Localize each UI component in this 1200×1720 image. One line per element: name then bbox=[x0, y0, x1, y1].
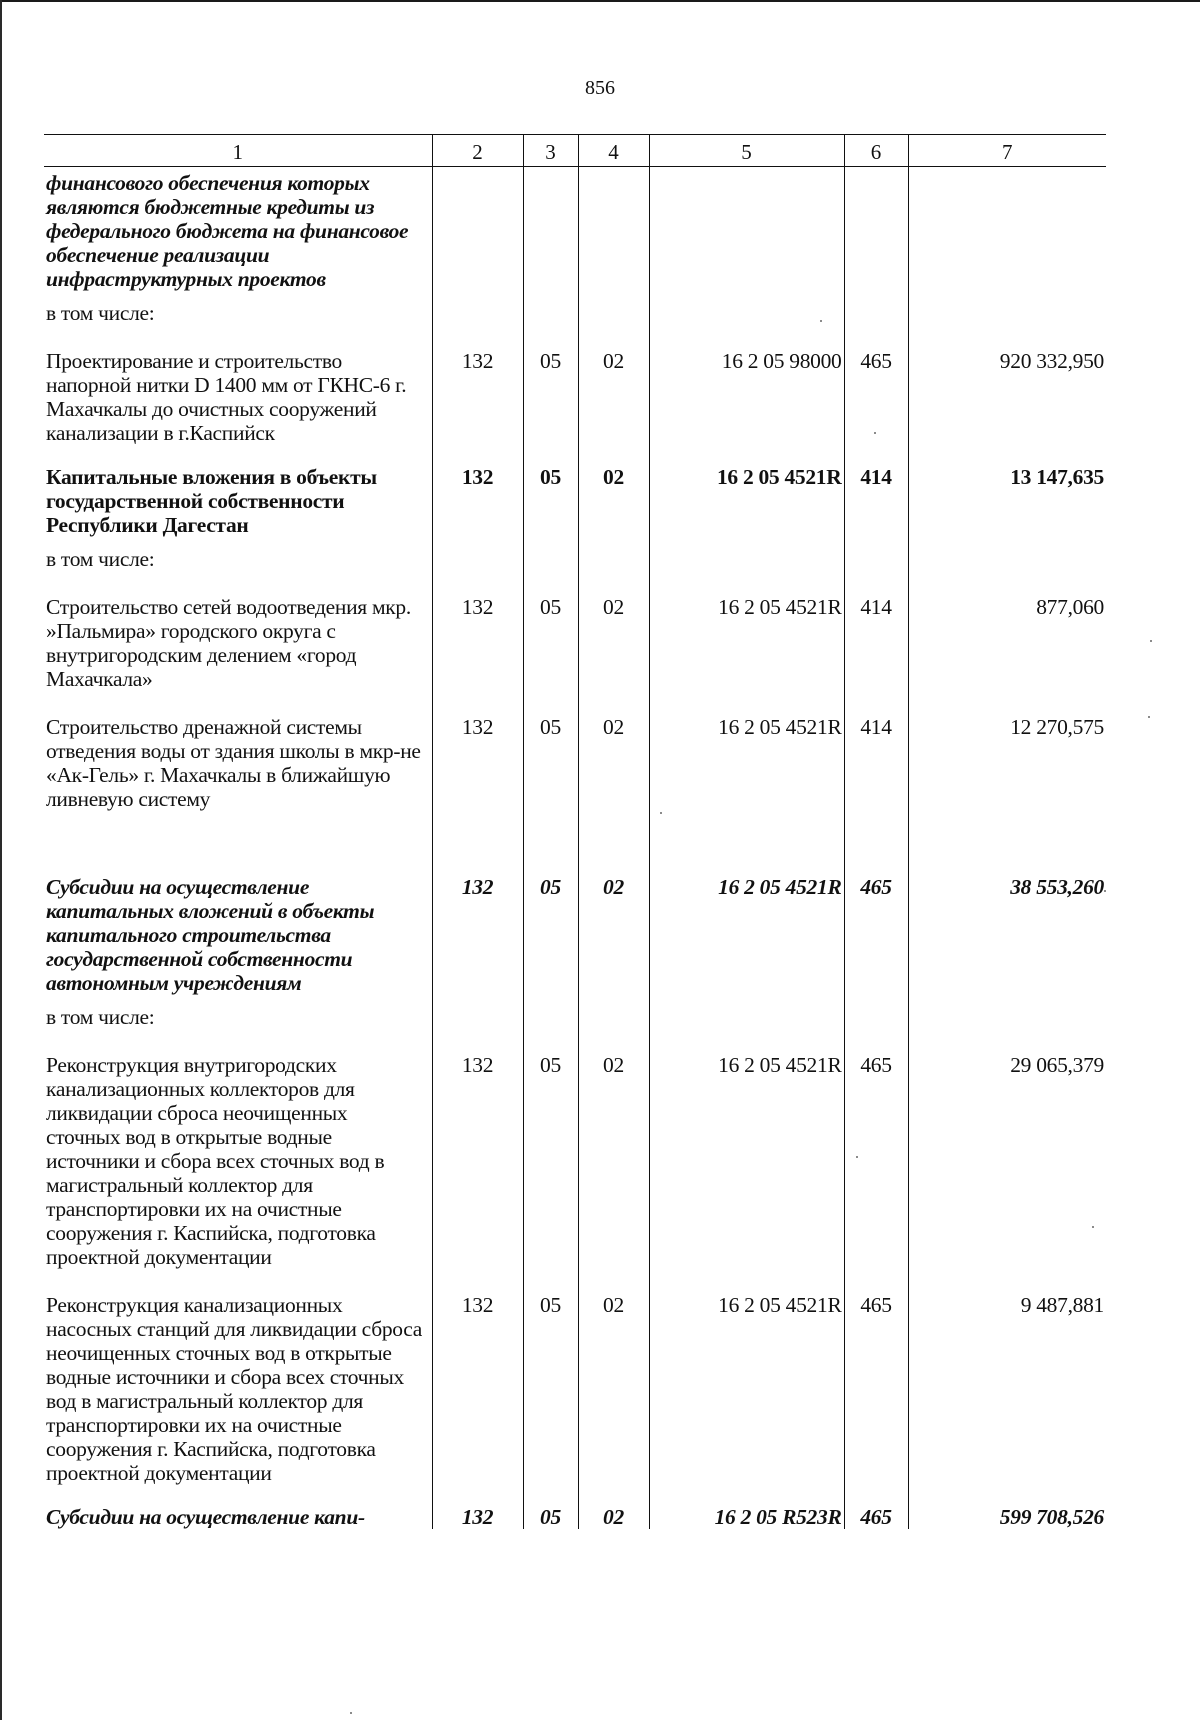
cell-amount: 13 147,635 bbox=[908, 455, 1106, 537]
cell-section: 05 bbox=[523, 1495, 578, 1529]
cell-amount: 9 487,881 bbox=[908, 1279, 1106, 1495]
col-header-3: 3 bbox=[523, 135, 578, 167]
cell-section: 05 bbox=[523, 455, 578, 537]
cell-subsection: 02 bbox=[578, 1279, 649, 1495]
scan-speck bbox=[874, 432, 876, 434]
table-row bbox=[44, 1495, 1106, 1529]
cell-amount: 599 708,526 bbox=[908, 1495, 1106, 1529]
cell-expense-type: 465 bbox=[844, 1279, 908, 1495]
spacer-row bbox=[44, 821, 1106, 865]
col-header-2: 2 bbox=[432, 135, 523, 167]
cell-section bbox=[523, 291, 578, 335]
row-label: в том числе: bbox=[46, 547, 155, 571]
cell-target-code: 16 2 05 98000 bbox=[649, 335, 844, 455]
cell-amount: 877,060 bbox=[908, 581, 1106, 701]
scan-speck bbox=[856, 1156, 858, 1158]
cell-amount bbox=[908, 537, 1106, 581]
row-name: Капитальные вложения в объекты государственной собственности Республики Дагестан bbox=[46, 465, 377, 537]
cell-target-code bbox=[649, 995, 844, 1039]
cell-section bbox=[523, 995, 578, 1039]
cell-section: 05 bbox=[523, 701, 578, 821]
scan-speck bbox=[1092, 1226, 1094, 1228]
table-row bbox=[44, 1039, 1106, 1279]
scan-edge-top bbox=[0, 0, 1200, 2]
scan-speck bbox=[1104, 890, 1106, 892]
cell-subsection: 02 bbox=[578, 865, 649, 995]
cell-target-code: 16 2 05 4521R bbox=[649, 865, 844, 995]
cell-target-code bbox=[649, 537, 844, 581]
col-header-7: 7 bbox=[908, 135, 1106, 167]
table-row bbox=[44, 537, 1106, 581]
page-number: 856 bbox=[585, 77, 615, 99]
cell-ministry: 132 bbox=[432, 1279, 523, 1495]
row-name: Реконструкция канализационных насосных станций для ликвидации сброса неочищенных сточных вод в открытые водные источники и сбора всех сточных вод в магистральный коллектор для транспортировки их на очистные сооружения г. Каспийска, подготовка проектной документации bbox=[46, 1293, 423, 1485]
cell-expense-type: 414 bbox=[844, 701, 908, 821]
cell-amount bbox=[908, 167, 1106, 292]
row-label: в том числе: bbox=[46, 301, 155, 325]
cell-section: 05 bbox=[523, 1279, 578, 1495]
col-header-5: 5 bbox=[649, 135, 844, 167]
cell-section: 05 bbox=[523, 865, 578, 995]
scan-speck bbox=[660, 812, 662, 814]
cell-subsection bbox=[578, 291, 649, 335]
cell-expense-type: 414 bbox=[844, 581, 908, 701]
table-row bbox=[44, 701, 1106, 821]
table-header bbox=[44, 135, 1106, 167]
cell-ministry: 132 bbox=[432, 865, 523, 995]
table-row bbox=[44, 995, 1106, 1039]
cell-expense-type: 414 bbox=[844, 455, 908, 537]
cell-section: 05 bbox=[523, 581, 578, 701]
cell-amount bbox=[908, 291, 1106, 335]
cell-expense-type bbox=[844, 167, 908, 292]
row-label: в том числе: bbox=[46, 1005, 155, 1029]
cell-ministry: 132 bbox=[432, 455, 523, 537]
cell-target-code: 16 2 05 4521R bbox=[649, 1279, 844, 1495]
header-row bbox=[44, 135, 1106, 167]
scan-speck bbox=[820, 320, 822, 322]
cell-subsection: 02 bbox=[578, 581, 649, 701]
cell-ministry: 132 bbox=[432, 581, 523, 701]
cell-expense-type bbox=[844, 537, 908, 581]
row-name: Реконструкция внутригородских канализационных коллекторов для ликвидации сброса неочищенных сточных вод в открытые водные источники и сбора всех сточных вод в магистральный коллектор для транспортировки их на очистные сооружения г. Каспийска, подготовка проектной документации bbox=[46, 1053, 385, 1269]
cell-subsection: 02 bbox=[578, 701, 649, 821]
scan-edge-left bbox=[0, 0, 2, 1720]
row-name: Проектирование и строительство напорной нитки D 1400 мм от ГКНС-6 г. Махачкалы до очистных сооружений канализации в г.Каспийск bbox=[46, 349, 407, 445]
cell-section bbox=[523, 167, 578, 292]
col-header-4: 4 bbox=[578, 135, 649, 167]
table-row bbox=[44, 865, 1106, 995]
cell-expense-type bbox=[844, 291, 908, 335]
cell-ministry: 132 bbox=[432, 1495, 523, 1529]
table-row bbox=[44, 581, 1106, 701]
budget-table bbox=[44, 134, 1106, 1529]
cell-subsection: 02 bbox=[578, 1039, 649, 1279]
cell-ministry: 132 bbox=[432, 335, 523, 455]
cell-ministry bbox=[432, 995, 523, 1039]
cell-subsection: 02 bbox=[578, 1495, 649, 1529]
cell-amount bbox=[908, 995, 1106, 1039]
row-name: Строительство сетей водоотведения мкр. »Пальмира» городского округа с внутригородским делением «город Махачкала» bbox=[46, 595, 411, 691]
cell-target-code: 16 2 05 R523R bbox=[649, 1495, 844, 1529]
cell-subsection bbox=[578, 537, 649, 581]
cell-ministry bbox=[432, 537, 523, 581]
scan-speck bbox=[1148, 716, 1150, 718]
cell-section: 05 bbox=[523, 1039, 578, 1279]
cell-expense-type: 465 bbox=[844, 335, 908, 455]
row-name: Субсидии на осуществление капитальных вложений в объекты капитального строительства государственной собственности автономным учреждениям bbox=[46, 875, 375, 995]
cell-subsection bbox=[578, 167, 649, 292]
cell-subsection bbox=[578, 995, 649, 1039]
table-row bbox=[44, 167, 1106, 292]
cell-target-code: 16 2 05 4521R bbox=[649, 455, 844, 537]
row-name: Строительство дренажной системы отведения воды от здания школы в мкр-не «Ак-Гель» г. Махачкалы в ближайшую ливневую систему bbox=[46, 715, 421, 811]
cell-subsection: 02 bbox=[578, 455, 649, 537]
cell-ministry bbox=[432, 291, 523, 335]
cell-target-code: 16 2 05 4521R bbox=[649, 1039, 844, 1279]
cell-section bbox=[523, 537, 578, 581]
scan-speck bbox=[1150, 640, 1152, 642]
table-row bbox=[44, 1279, 1106, 1495]
cell-amount: 38 553,260 bbox=[908, 865, 1106, 995]
col-header-1: 1 bbox=[44, 135, 432, 167]
table-row bbox=[44, 291, 1106, 335]
table-row bbox=[44, 335, 1106, 455]
cell-expense-type bbox=[844, 995, 908, 1039]
cell-target-code: 16 2 05 4521R bbox=[649, 581, 844, 701]
cell-amount: 920 332,950 bbox=[908, 335, 1106, 455]
cell-ministry: 132 bbox=[432, 1039, 523, 1279]
cell-expense-type: 465 bbox=[844, 865, 908, 995]
scan-speck bbox=[350, 1712, 352, 1714]
cell-ministry bbox=[432, 167, 523, 292]
cell-subsection: 02 bbox=[578, 335, 649, 455]
cell-section: 05 bbox=[523, 335, 578, 455]
row-name: финансового обеспечения которых являются бюджетные кредиты из федерального бюджета на финансовое обеспечение реализации инфраструктурных проектов bbox=[46, 171, 409, 291]
cell-target-code bbox=[649, 167, 844, 292]
row-name: Субсидии на осуществление капи- bbox=[46, 1505, 365, 1529]
cell-expense-type: 465 bbox=[844, 1039, 908, 1279]
table-row bbox=[44, 455, 1106, 537]
cell-ministry: 132 bbox=[432, 701, 523, 821]
cell-amount: 29 065,379 bbox=[908, 1039, 1106, 1279]
col-header-6: 6 bbox=[844, 135, 908, 167]
cell-target-code: 16 2 05 4521R bbox=[649, 701, 844, 821]
cell-target-code bbox=[649, 291, 844, 335]
cell-expense-type: 465 bbox=[844, 1495, 908, 1529]
cell-amount: 12 270,575 bbox=[908, 701, 1106, 821]
